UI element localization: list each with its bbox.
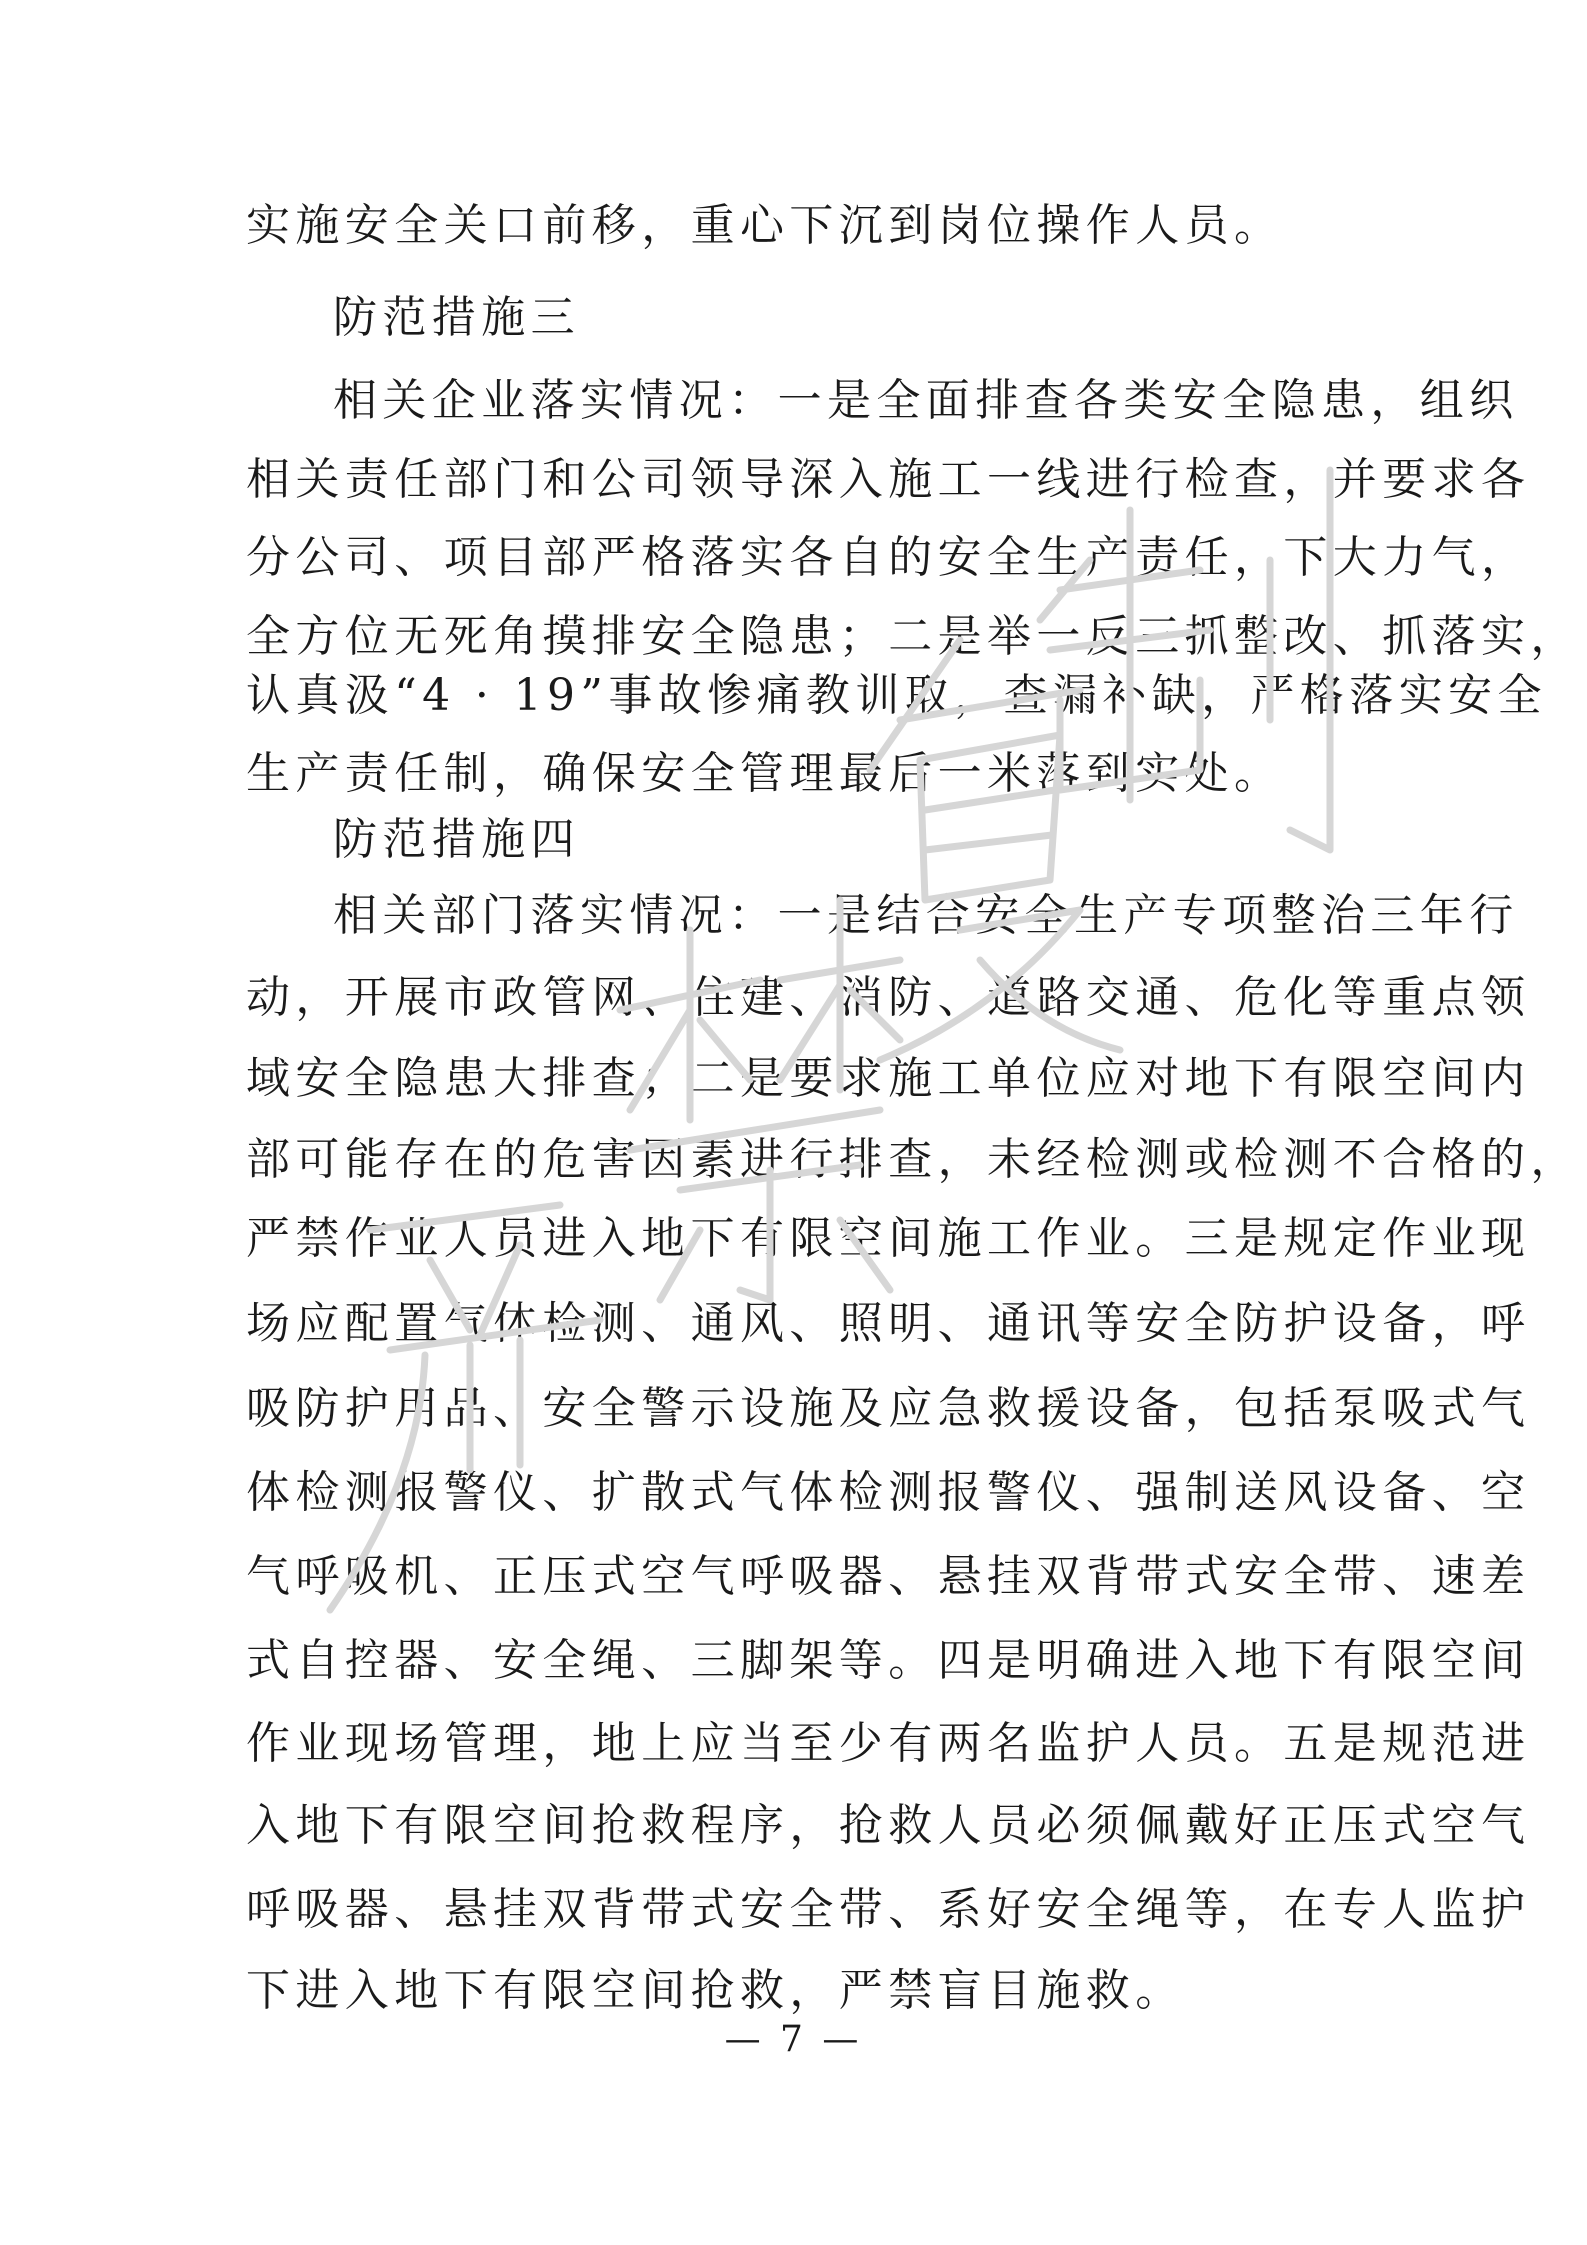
- text-line: 分公司、项目部严格落实各自的安全生产责任，下大力气，: [246, 532, 1531, 583]
- text-line: 认真汲“4 · 19”事故惨痛教训取，查漏补缺，严格落实安全: [246, 670, 1547, 721]
- text-line: 下进入地下有限空间抢救，严禁盲目施救。: [246, 1965, 1185, 2016]
- text-line: 场应配置气体检测、通风、照明、通讯等安全防护设备，呼: [246, 1298, 1531, 1349]
- text-line: 作业现场管理，地上应当至少有两名监护人员。五是规范进: [246, 1718, 1531, 1769]
- text-line: 实施安全关口前移，重心下沉到岗位操作人员。: [246, 200, 1284, 251]
- text-line: 域安全隐患大排查；二是要求施工单位应对地下有限空间内: [246, 1053, 1531, 1104]
- page-number: — 7 —: [724, 2019, 863, 2060]
- text-line: 吸防护用品、安全警示设施及应急救援设备，包括泵吸式气: [246, 1383, 1531, 1434]
- text-line: 动，开展市政管网、住建、消防、道路交通、危化等重点领: [246, 972, 1531, 1023]
- text-line: 相关责任部门和公司领导深入施工一线进行检查，并要求各: [246, 454, 1531, 505]
- section-heading: 防范措施四: [333, 814, 580, 865]
- text-line: 部可能存在的危害因素进行排查，未经检测或检测不合格的，: [246, 1134, 1580, 1185]
- text-line: 入地下有限空间抢救程序，抢救人员必须佩戴好正压式空气: [246, 1800, 1531, 1851]
- text-line: 严禁作业人员进入地下有限空间施工作业。三是规定作业现: [246, 1213, 1531, 1264]
- text-line: 体检测报警仪、扩散式气体检测报警仪、强制送风设备、空: [246, 1467, 1531, 1518]
- text-line: 生产责任制，确保安全管理最后一米落到实处。: [246, 748, 1284, 799]
- text-line: 气呼吸机、正压式空气呼吸器、悬挂双背带式安全带、速差: [246, 1551, 1531, 1602]
- text-line: 相关企业落实情况：一是全面排查各类安全隐患，组织: [333, 375, 1519, 426]
- text-line: 式自控器、安全绳、三脚架等。四是明确进入地下有限空间: [246, 1635, 1531, 1686]
- text-line: 呼吸器、悬挂双背带式安全带、系好安全绳等，在专人监护: [246, 1884, 1531, 1935]
- text-line: 相关部门落实情况：一是结合安全生产专项整治三年行: [333, 890, 1519, 941]
- section-heading: 防范措施三: [333, 292, 580, 343]
- text-line: 全方位无死角摸排安全隐患；二是举一反三抓整改、抓落实，: [246, 611, 1580, 662]
